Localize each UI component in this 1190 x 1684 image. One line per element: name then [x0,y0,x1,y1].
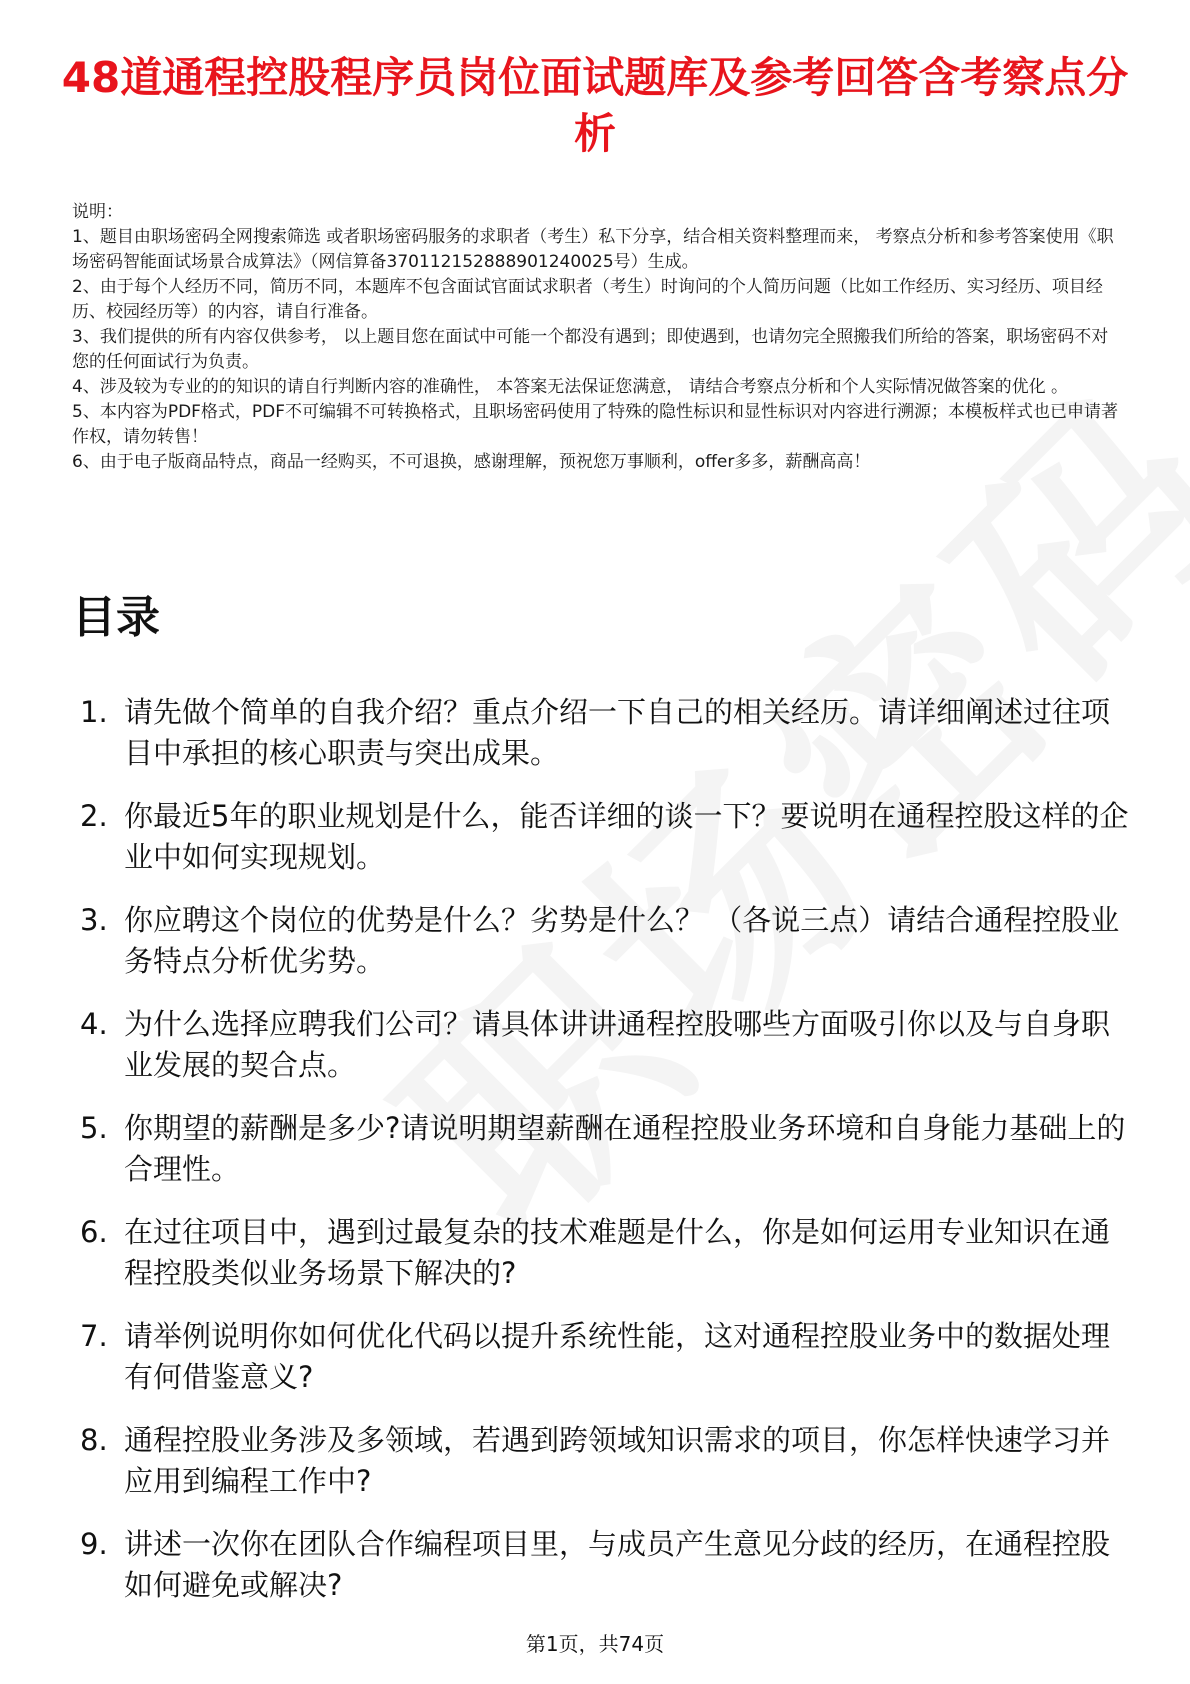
toc-item[interactable] [72,900,1132,1004]
document-title: 48道通程控股程序员岗位面试题库及参考回答含考察点分析 [61,53,1129,158]
toc-item-text: 你最近5年的职业规划是什么，能否详细的谈一下？要说明在通程控股这样的企业中如何实现规划。 [124,799,1129,874]
toc-item-number: 4. [80,1007,108,1041]
toc-item-text: 你期望的薪酬是多少?请说明期望薪酬在通程控股业务环境和自身能力基础上的合理性。 [124,1111,1126,1186]
notes-item: 5、本内容为PDF格式，PDF不可编辑不可转换格式，且职场密码使用了特殊的隐性标识和显性标识对内容进行溯源；本模板样式也已申请著作权，请勿转售！ [72,402,1119,447]
toc-item-text: 在过往项目中，遇到过最复杂的技术难题是什么，你是如何运用专业知识在通程控股类似业务场景下解决的? [124,1215,1111,1290]
toc-item[interactable] [72,1108,1132,1212]
toc-list [72,692,1132,1628]
toc-item-text: 讲述一次你在团队合作编程项目里，与成员产生意见分歧的经历，在通程控股如何避免或解决? [124,1527,1111,1602]
toc-item[interactable] [72,1316,1132,1420]
toc-item-text: 通程控股业务涉及多领域，若遇到跨领域知识需求的项目，你怎样快速学习并应用到编程工作中? [124,1423,1111,1498]
toc-item-text: 请举例说明你如何优化代码以提升系统性能，这对通程控股业务中的数据处理有何借鉴意义? [124,1319,1111,1394]
toc-item-number: 1. [80,695,108,729]
toc-item-number: 7. [80,1319,108,1353]
toc-item-number: 8. [80,1423,108,1457]
toc-item-text: 为什么选择应聘我们公司？请具体讲讲通程控股哪些方面吸引你以及与自身职业发展的契合点。 [124,1007,1111,1082]
notes-item: 3、我们提供的所有内容仅供参考， 以上题目您在面试中可能一个都没有遇到；即使遇到，也请勿完全照搬我们所给的答案，职场密码不对您的任何面试行为负责。 [72,327,1109,372]
page-footer: 第1页，共74页 [525,1632,665,1656]
notes-item: 6、由于电子版商品特点，商品一经购买，不可退换，感谢理解，预祝您万事顺利，offer多多，薪酬高高！ [72,452,871,472]
notes-item: 4、涉及较为专业的的知识的请自行判断内容的准确性， 本答案无法保证您满意， 请结合考察点分析和个人实际情况做答案的优化 。 [72,377,1069,397]
toc-item-text: 你应聘这个岗位的优势是什么？劣势是什么？ （各说三点）请结合通程控股业务特点分析优劣势。 [124,903,1120,978]
toc-item[interactable] [72,692,1132,796]
notes-label: 说明： [72,202,123,222]
toc-item-number: 5. [80,1111,108,1145]
notes-section [72,200,1122,475]
toc-item-number: 9. [80,1527,108,1561]
toc-item[interactable] [72,1420,1132,1524]
toc-item-number: 3. [80,903,108,937]
toc-item-text: 请先做个简单的自我介绍？重点介绍一下自己的相关经历。请详细阐述过往项目中承担的核心职责与突出成果。 [124,695,1111,770]
toc-item-number: 2. [80,799,108,833]
toc-item[interactable] [72,1004,1132,1108]
toc-item[interactable] [72,1524,1132,1628]
toc-item[interactable] [72,1212,1132,1316]
notes-item: 2、由于每个人经历不同，简历不同，本题库不包含面试官面试求职者（考生）时询问的个人简历问题（比如工作经历、实习经历、项目经历、校园经历等）的内容，请自行准备。 [72,277,1103,322]
notes-item: 1、题目由职场密码全网搜索筛选 或者职场密码服务的求职者（考生）私下分享，结合相关资料整理而来， 考察点分析和参考答案使用《职场密码智能面试场景合成算法》（网信算备370112152888901240025号）生成。 [72,227,1114,272]
toc-heading: 目录 [72,592,160,643]
toc-item[interactable] [72,796,1132,900]
toc-item-number: 6. [80,1215,108,1249]
